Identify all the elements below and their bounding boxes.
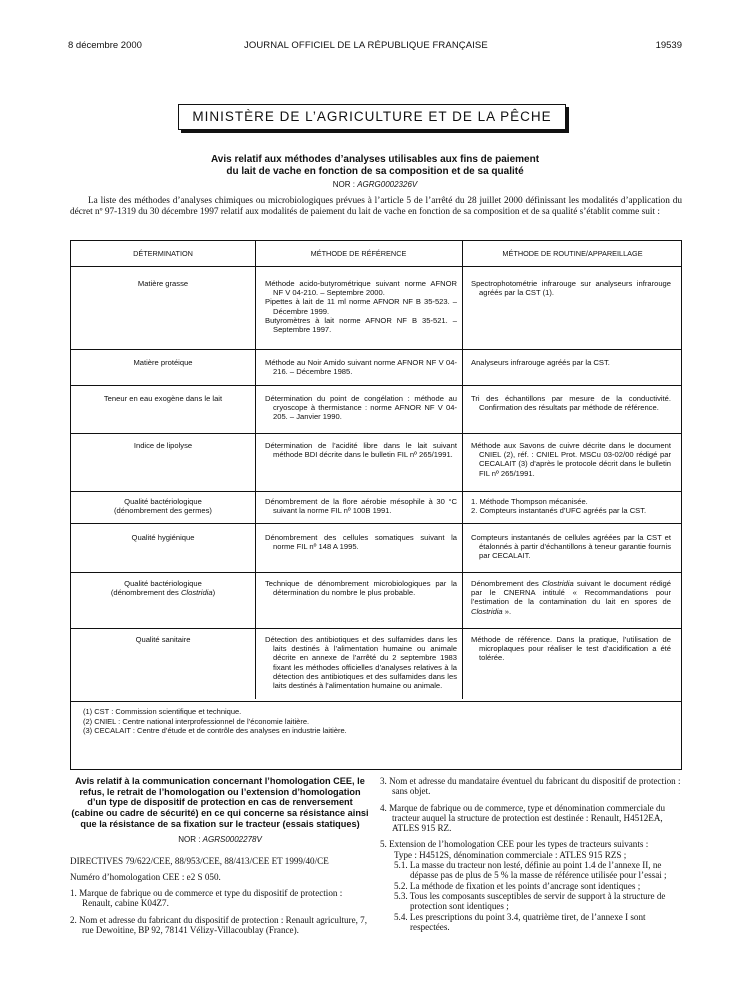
ministry-title: MINISTÈRE DE L’AGRICULTURE ET DE LA PÊCHE <box>192 109 552 124</box>
notice1-intro: La liste des méthodes d’analyses chimiques ou microbiologiques prévues à l’article 5 de l’arrêté du 28 juillet 2000 définissant les modalités d’application du décret nº 97-1319 du 30 décembre 1997 relatif aux modalités de paiement du lait de vache en fonction de sa composition et de sa qualité s’établit comme suit : <box>70 196 682 217</box>
footnote: (3) CECALAIT : Centre d’étude et de contrôle des analyses en industrie laitière. <box>83 726 347 735</box>
table-row-routine <box>471 579 671 616</box>
table-row-reference <box>265 635 457 690</box>
reference-line: Butyromètres à lait norme AFNOR NF B 35-521. – Septembre 1997. <box>265 315 457 335</box>
notice2-subitem: 5.1. La masse du tracteur non lesté, définie au point 1.4 de l’annexe II, ne dépasse pas de plus de 5 % la masse de référence utilisée pour l’essai ; <box>394 860 667 881</box>
notice2-subitem: 5.2. La méthode de fixation et les points d’ancrage sont identiques ; <box>394 880 641 891</box>
routine-line: Méthode aux Savons de cuivre décrite dans le document CNIEL (2), réf. : CNIEL Prot. MSCu 03-02/00 rédigé par CECALAIT (3) d’après le protocole décrit dans le bulletin FIL nº 265/1991. <box>471 441 671 478</box>
routine-line: 2. Compteurs instantanés d’UFC agréés par la CST. <box>471 506 647 516</box>
footnote: (1) CST : Commission scientifique et technique. <box>83 707 242 716</box>
reference-line: Dénombrement de la flore aérobie mésophile à 30 °C suivant la norme FIL nº 100B 1991. <box>265 497 457 516</box>
determination-line: Qualité bactériologique <box>124 497 202 506</box>
routine-line: Analyseurs infrarouge agréés par la CST. <box>471 358 610 367</box>
table-column-divider <box>462 241 463 699</box>
table-row-routine <box>471 497 671 515</box>
reference-line: Détermination de l’acidité libre dans le lait suivant méthode BDI décrite dans le bulletin FIL nº 265/1991. <box>265 441 457 460</box>
nor-label: NOR : <box>178 834 201 844</box>
table-footnotes <box>83 707 347 736</box>
table-row-reference <box>265 497 457 515</box>
notice2-type-line: Type : H4512S, dénomination commerciale : ATLES 915 RZS ; <box>394 849 627 860</box>
table-row-determination <box>77 497 249 515</box>
table-row-determination: Qualité sanitaire <box>135 635 191 644</box>
table-row-reference <box>265 533 457 551</box>
table-header-determination: DÉTERMINATION <box>133 249 193 258</box>
header-page-number: 19539 <box>655 40 682 51</box>
determination-line: (dénombrement des germes) <box>114 506 212 516</box>
text-span: Dénombrement des <box>471 579 543 588</box>
notice2-left-column <box>70 776 370 935</box>
text-span: Clostridia <box>542 579 574 588</box>
table-row-routine <box>471 441 671 478</box>
table-header-rule <box>71 266 681 267</box>
table-header-reference: MÉTHODE DE RÉFÉRENCE <box>310 249 407 258</box>
notice2-homologation-number: Numéro d’homologation CEE : e2 S 050. <box>70 871 221 882</box>
text-span: Clostridia <box>471 606 503 616</box>
nor-code: AGRS0002278V <box>202 834 262 844</box>
footnote: (2) CNIEL : Centre national interprofessionnel de l’économie laitière. <box>83 716 310 726</box>
table-row-rule <box>71 349 681 350</box>
text-span: ». <box>502 606 512 616</box>
table-row-reference <box>265 358 457 376</box>
reference-line: Pipettes à lait de 11 ml norme AFNOR NF B 35-523. – Décembre 1999. <box>265 297 457 316</box>
table-row-routine <box>471 533 671 561</box>
notice2-item: 5. Extension de l’homologation CEE pour les types de tracteurs suivants : <box>380 839 649 850</box>
notice1-nor <box>150 180 600 189</box>
reference-line: Dénombrement des cellules somatiques suivant la norme FIL nº 148 A 1995. <box>265 533 457 552</box>
routine-line: Compteurs instantanés de cellules agréées par la CST et étalonnés à partir d’échantillons à teneur garantie fournis par CECALAIT. <box>471 533 671 561</box>
determination-line <box>77 588 249 597</box>
table-row-routine <box>471 635 671 663</box>
notice1-title-line1: Avis relatif aux méthodes d’analyses utilisables aux fins de paiement <box>210 154 540 165</box>
table-row-determination: Matière grasse <box>137 279 189 288</box>
table-row-determination: Indice de lipolyse <box>133 441 193 450</box>
routine-line: Tri des échantillons par mesure de la conductivité. Confirmation des résultats par méthode de référence. <box>471 394 671 413</box>
table-row-rule <box>71 433 681 434</box>
notice1-title-line2: du lait de vache en fonction de sa composition et de sa qualité <box>226 166 524 177</box>
notice2-right-column <box>380 776 682 932</box>
routine-line: Spectrophotométrie infrarouge sur analyseurs infrarouge agréés par la CST (1). <box>471 279 671 298</box>
notice2-title: Avis relatif à la communication concernant l’homologation CEE, le refus, le retrait de l’homologation ou l’extension d’homologation d’un type de dispositif de protection en cas de renversement (cabine ou cadre de sécurité) en ce qui concerne sa résistance ainsi que la résistance de sa fixation sur le tracteur (essais statiques) <box>71 776 369 829</box>
methods-table <box>70 240 682 770</box>
text-span: (dénombrement des <box>110 588 181 598</box>
header-date: 8 décembre 2000 <box>68 40 142 51</box>
reference-line: Méthode au Noir Amido suivant norme AFNOR NF V 04-216. – Décembre 1985. <box>265 358 457 377</box>
text-span: suivant le document rédigé par le CNERNA intitulé « Recommandations pour l’estimation de la contamination du lait en spores de <box>471 579 671 607</box>
table-row-rule <box>71 385 681 386</box>
table-row-rule <box>71 572 681 573</box>
notice2-subitem: 5.3. Tous les composants susceptibles de servir de support à la structure de protection sont identiques ; <box>394 890 666 912</box>
table-row-routine <box>471 394 671 412</box>
ministry-banner <box>178 104 566 130</box>
table-row-reference <box>265 441 457 459</box>
text-span: ) <box>212 588 216 598</box>
reference-line: Détection des antibiotiques et des sulfamides dans les laits destinés à l’alimentation humaine ou animale décrite en annexe de l’arrêté du 2 septembre 1983 fixant les méthodes officielles d’analyses relatives à la détection des antibiotiques et des sulfamides dans les laits destinés à l’alimentation humaine ou animale. <box>265 635 457 691</box>
table-header-routine: MÉTHODE DE ROUTINE/APPAREILLAGE <box>502 249 643 258</box>
text-span: Clostridia <box>180 588 213 598</box>
reference-line: Technique de dénombrement microbiologiques par la détermination du nombre le plus probable. <box>265 579 457 598</box>
table-row-reference <box>265 279 457 334</box>
table-row-determination <box>77 579 249 597</box>
nor-code: AGRG0002326V <box>357 180 418 189</box>
table-row-rule <box>71 491 681 492</box>
table-row-determination: Teneur en eau exogène dans le lait <box>103 394 223 403</box>
notice2-item: 1. Marque de fabrique ou de commerce et type du dispositif de protection : Renault, cabine K04Z7. <box>70 888 343 909</box>
header-journal-title: JOURNAL OFFICIEL DE LA RÉPUBLIQUE FRANÇAISE <box>244 40 488 51</box>
notice2-item: 3. Nom et adresse du mandataire éventuel du fabricant du dispositif de protection : sans objet. <box>380 776 681 797</box>
reference-line: Méthode acido-butyrométrique suivant norme AFNOR NF V 04-210. – Septembre 2000. <box>265 279 457 298</box>
table-row-determination: Matière protéique <box>133 358 193 367</box>
table-footnote-rule <box>71 701 681 702</box>
table-row-rule <box>71 628 681 629</box>
notice2-subitem: 5.4. Les prescriptions du point 3.4, quatrième tiret, de l’annexe I sont respectées. <box>394 911 646 932</box>
notice2-nor <box>70 835 370 844</box>
notice2-item: 2. Nom et adresse du fabricant du dispositif de protection : Renault agriculture, 7, rue Dewoitine, BP 92, 78141 Vélizy-Villacoublay (France). <box>70 914 367 935</box>
table-row-routine <box>471 279 671 297</box>
table-row-routine <box>471 358 671 367</box>
reference-line: Détermination du point de congélation : méthode au cryoscope à thermistance : norme AFNOR NF V 04-205. – Janvier 1990. <box>265 394 457 422</box>
table-row-rule <box>71 523 681 524</box>
routine-line: 1. Méthode Thompson mécanisée. <box>471 497 588 506</box>
notice2-item: 4. Marque de fabrique ou de commerce, type et dénomination commerciale du tracteur auquel la structure de protection est destinée : Renault, H4512EA, ATLES 915 RZ. <box>380 802 666 834</box>
table-row-reference <box>265 579 457 597</box>
routine-line: Méthode de référence. Dans la pratique, l’utilisation de microplaques pour réaliser le test d’acidification a été tolérée. <box>471 635 671 663</box>
table-row-determination: Qualité hygiénique <box>131 533 195 542</box>
notice2-directives: DIRECTIVES 79/622/CEE, 88/953/CEE, 88/413/CEE ET 1999/40/CE <box>70 855 329 866</box>
table-row-reference <box>265 394 457 422</box>
notice1-title <box>150 154 600 178</box>
table-column-divider <box>255 241 256 699</box>
determination-line: Qualité bactériologique <box>124 579 202 588</box>
nor-label: NOR : <box>332 180 355 189</box>
